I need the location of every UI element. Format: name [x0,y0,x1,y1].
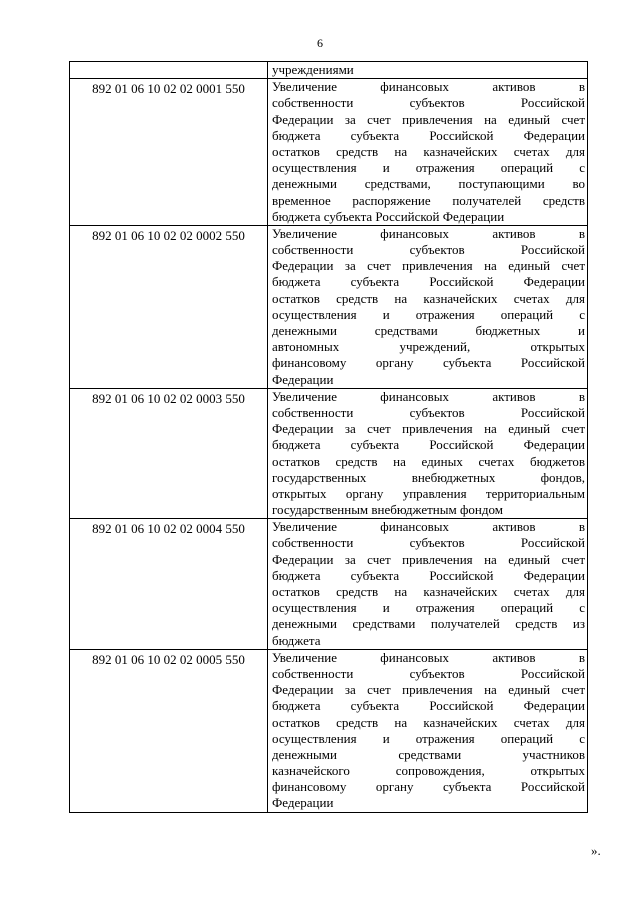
description-line: остатков средств на единых счетах бюджетов [272,453,585,469]
description-line: денежными средствами, поступающими во [272,176,585,192]
description-cell [268,649,588,812]
code-cell-empty [70,62,268,79]
description-cell [268,79,588,226]
description-cell [268,225,588,388]
description-line: Федерации за счет привлечения на единый счет [272,258,585,274]
description-line: денежными средствами участников [272,746,585,762]
budget-code-cell: 892 01 06 10 02 02 0002 550 [70,225,268,388]
description-line: открытых органу управления территориальным [272,485,585,501]
description-line: собственности субъектов Российской [272,95,585,111]
budget-code-cell: 892 01 06 10 02 02 0001 550 [70,79,268,226]
description-line: финансовому органу субъекта Российской [272,779,585,795]
description-line: казначейского сопровождения, открытых [272,763,585,779]
budget-code-cell: 892 01 06 10 02 02 0004 550 [70,519,268,650]
description-line: Федерации [272,371,334,387]
table-row [70,388,588,519]
closing-quote-mark: ». [591,843,601,858]
description-line: осуществления и отражения операций с [272,306,585,322]
description-line: Увеличение финансовых активов в [272,225,585,241]
description-line: Увеличение финансовых активов в [272,519,585,535]
description-line: остатков средств на казначейских счетах для [272,714,585,730]
description-line: государственных внебюджетных фондов, [272,469,585,485]
description-line: Увеличение финансовых активов в [272,79,585,95]
description-line: учреждениями [272,62,354,77]
description-line: Федерации [272,795,334,811]
description-line: остатков средств на казначейских счетах для [272,143,585,159]
description-line: собственности субъектов Российской [272,242,585,258]
description-line: бюджета субъекта Российской Федерации [272,127,585,143]
description-line: осуществления и отражения операций с [272,600,585,616]
description-line: бюджета субъекта Российской Федерации [272,567,585,583]
budget-code-cell: 892 01 06 10 02 02 0005 550 [70,649,268,812]
description-line: бюджета субъекта Российской Федерации [272,208,505,224]
description-cell [268,388,588,519]
description-line: автономных учреждений, открытых [272,339,585,355]
budget-codes-table [69,61,588,813]
description-line: собственности субъектов Российской [272,665,585,681]
table-row [70,79,588,226]
description-line: финансовому органу субъекта Российской [272,355,585,371]
description-line: Федерации за счет привлечения на единый счет [272,682,585,698]
description-line: бюджета [272,632,321,648]
description-line: остатков средств на казначейских счетах для [272,584,585,599]
budget-code-cell: 892 01 06 10 02 02 0003 550 [70,388,268,519]
description-line: бюджета субъекта Российской Федерации [272,274,585,290]
description-line: Федерации за счет привлечения на единый счет [272,551,585,567]
description-cell [268,519,588,650]
description-line: Федерации за счет привлечения на единый счет [272,421,585,437]
description-line: денежными средствами бюджетных и [272,323,585,338]
table-row [70,649,588,812]
description-line: государственным внебюджетным фондом [272,502,503,518]
description-line: временное распоряжение получателей средств [272,192,585,208]
description-line: остатков средств на казначейских счетах для [272,290,585,306]
description-line: собственности субъектов Российской [272,404,585,420]
page-number: 6 [317,36,323,50]
table-row [70,519,588,650]
description-line: бюджета субъекта Российской Федерации [272,698,585,714]
description-line: Увеличение финансовых активов в [272,649,585,665]
description-line: Увеличение финансовых активов в [272,388,585,404]
description-line: собственности субъектов Российской [272,535,585,551]
description-line: денежными средствами получателей средств из [272,616,585,632]
description-line: осуществления и отражения операций с [272,730,585,746]
continuation-row [70,62,588,79]
description-line: бюджета субъекта Российской Федерации [272,437,585,453]
description-line: осуществления и отражения операций с [272,160,585,176]
description-line: Федерации за счет привлечения на единый счет [272,111,585,127]
table-row [70,225,588,388]
description-cell [268,62,588,79]
